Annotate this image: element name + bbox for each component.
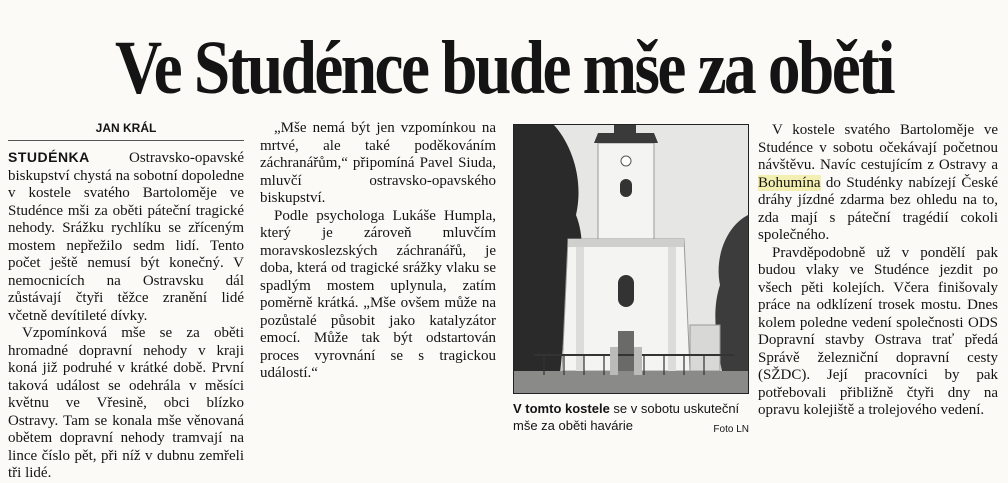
paragraph-4: Podle psychologa Lukáše Humpla, který je zároveň mluvčím moravskoslezských záchranářů, je doba, která od tragické srážky vlaku se spadlým mostem uplynula, zatím poměrně krátká. „Mše ovšem může na pozůstalé působit jako katalyzátor emocí. Může tak být odstartován proces vyrovnání se s tragickou událostí.“	[260, 207, 496, 381]
paragraph-2: Vzpomínková mše se za oběti hromadné dopravní nehody v kraji koná již podruhé v krátké době. První taková událost se odehrála v měsíci květnu ve Vřesině, obci blízko Ostravy. Tam se konala mše věnovaná obětem dopravní nehody tramvají na lince číslo pět, při níž v dubnu zemřeli tři lidé.	[8, 325, 244, 481]
paragraph-1-text: Ostravsko-opavské biskupství chystá na sobotní dopoledne v kostele svatého Bartoloměje ve Studénce mši za oběti páteční tragické nehody. Srážku rychlíku se zříceným mostem nepřežilo sedm lidí. Tento počet ještě nemusí být konečný. V nemocnicích na Ostravsku dál zůstávají čtyři těžce zranění lidé včetně devítileté dívky.	[8, 150, 244, 324]
church-photo	[513, 124, 749, 394]
photo-credit: Foto LN	[713, 424, 749, 435]
dateline: STUDÉNKA	[8, 149, 90, 165]
article-column-2	[260, 120, 496, 383]
paragraph-5-end: do Studénky nabízejí České dráhy jízdné zdarma bez ohledu na to, zda mají s páteční tragédií cokoli společného.	[758, 174, 998, 243]
paragraph-6: Pravděpodobně už v pondělí pak budou vlaky ve Studénce jezdit po všech pěti kolejích. Včera finišovaly práce na odklízení trosek mostu. Dnes kolem poledne vedení společnosti ODS Dopravní stavby Ostrava trať předá Správě železniční dopravní cesty (SŽDC). Její pracovníci by pak potřebovali přibližně čtyři dny na opravu kolejiště a trolejového vedení.	[758, 244, 998, 418]
photo-caption	[513, 400, 749, 438]
article-column-1	[8, 120, 244, 483]
paragraph-5	[758, 122, 998, 245]
caption-text: se v sobotu uskuteční mše za oběti havárie	[513, 401, 740, 433]
paragraph-3: „Mše nemá být jen vzpomínkou na mrtvé, ale také poděkováním záchranářům,“ připomíná Pavel Siuda, mluvčí ostravsko-opavského biskupství.	[260, 120, 496, 206]
headline: Ve Studénce bude mše za oběti	[115, 26, 893, 110]
highlighted-word: Bohumína	[758, 174, 821, 191]
paragraph-lead	[8, 149, 244, 325]
caption-lead: V tomto kostele	[513, 401, 610, 416]
article-column-3	[758, 122, 998, 420]
byline: JAN KRÁL	[95, 121, 157, 135]
byline-divider	[8, 140, 244, 141]
paragraph-5-start: V kostele svatého Bartoloměje ve Studénce v sobotu očekávají početnou návštěvu. Navíc cestujícím z Ostravy a	[758, 122, 998, 173]
